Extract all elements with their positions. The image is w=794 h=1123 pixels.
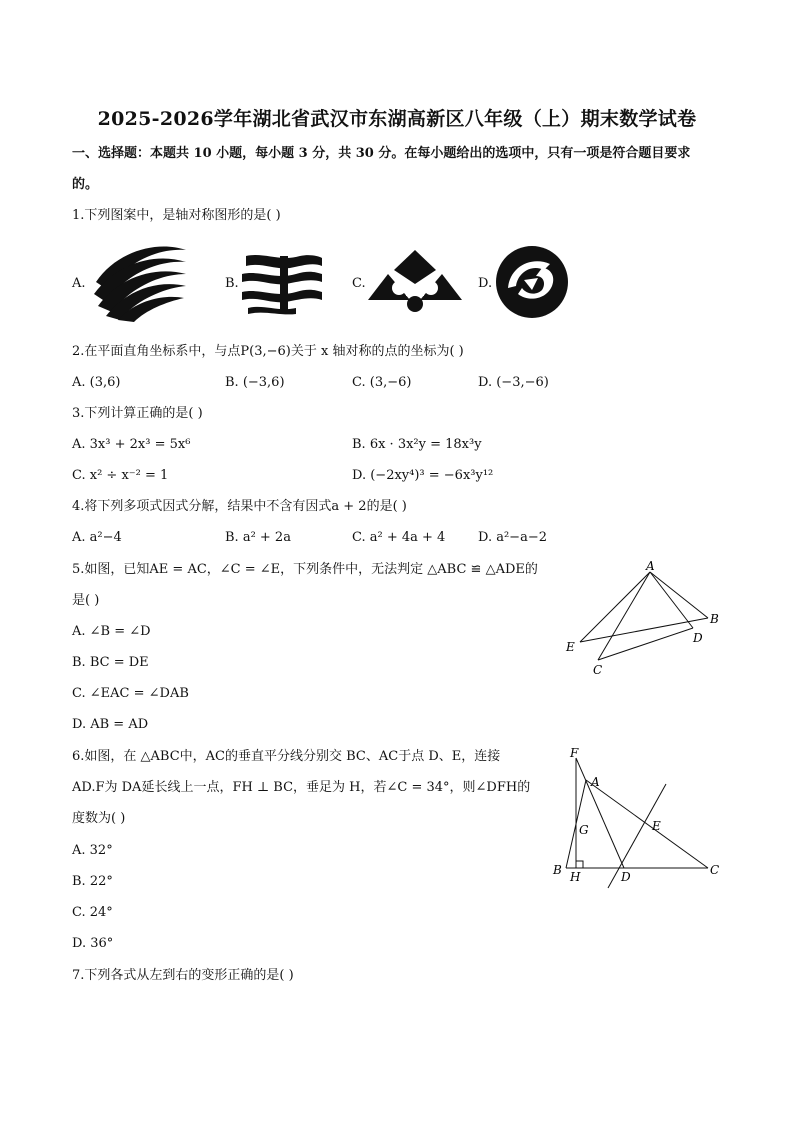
q6-label-c: C <box>710 863 720 877</box>
q2-option-d: D. (−3,−6) <box>478 375 549 390</box>
sweeping-wave-logo-icon <box>86 242 190 322</box>
round-d-logo-icon <box>494 244 570 320</box>
q1-option-a-label: A. <box>72 276 86 291</box>
question-4-stem: 4.将下列多项式因式分解，结果中不含有因式a + 2的是( ) <box>72 499 407 514</box>
question-1-stem: 1.下列图案中，是轴对称图形的是( ) <box>72 208 281 223</box>
q5-option-a: A. ∠B = ∠D <box>72 624 151 639</box>
q2-option-a: A. (3,6) <box>72 375 121 390</box>
q6-label-h: H <box>570 870 581 884</box>
q3-option-d: D. (−2xy⁴)³ = −6x³y¹² <box>352 468 494 483</box>
q5-label-a: A <box>646 560 655 573</box>
q4-option-b: B. a² + 2a <box>225 530 291 545</box>
question-5-stem-line2: 是( ) <box>72 593 100 608</box>
q5-label-b: B <box>710 612 719 626</box>
question-6-stem-line2: AD.F为 DA延长线上一点，FH ⊥ BC，垂足为 H，若∠C = 34°，则∠DFH的 <box>72 780 531 795</box>
q5-option-d: D. AB = AD <box>72 717 149 732</box>
q6-option-b: B. 22° <box>72 874 113 889</box>
q6-label-a: A <box>591 775 600 789</box>
q2-option-c: C. (3,−6) <box>352 375 412 390</box>
q5-label-e: E <box>566 640 575 654</box>
q4-option-c: C. a² + 4a + 4 <box>352 530 446 545</box>
q5-label-d: D <box>693 631 703 645</box>
wavy-stripes-logo-icon <box>240 252 324 316</box>
q3-option-a: A. 3x³ + 2x³ = 5x⁶ <box>72 437 191 452</box>
question-6-stem-line1: 6.如图，在 △ABC中，AC的垂直平分线分别交 BC、AC于点 D、E，连接 <box>72 749 501 764</box>
q6-label-b: B <box>553 863 562 877</box>
q1-option-d-label: D. <box>478 276 493 291</box>
q6-option-c: C. 24° <box>72 905 113 920</box>
q3-option-b: B. 6x · 3x²y = 18x³y <box>352 437 482 452</box>
question-3-stem: 3.下列计算正确的是( ) <box>72 406 203 421</box>
q6-option-a: A. 32° <box>72 843 113 858</box>
q1-option-c-label: C. <box>352 276 366 291</box>
q3-option-c: C. x² ÷ x⁻² = 1 <box>72 468 169 483</box>
q4-option-d: D. a²−a−2 <box>478 530 547 545</box>
diamond-circles-logo-icon <box>366 248 464 314</box>
q5-triangle-figure <box>558 560 728 680</box>
q4-option-a: A. a²−4 <box>72 530 122 545</box>
q6-label-f: F <box>570 746 579 760</box>
q6-option-d: D. 36° <box>72 936 114 951</box>
section-heading-line2: 的。 <box>72 177 99 192</box>
q5-label-c: C <box>593 663 603 677</box>
q1-option-b-label: B. <box>225 276 239 291</box>
q6-label-e: E <box>652 819 661 833</box>
q6-triangle-figure <box>548 744 728 890</box>
question-5-stem-line1: 5.如图，已知AE = AC，∠C = ∠E，下列条件中，无法判定 △ABC ≌ △ADE的 <box>72 562 538 577</box>
q2-option-b: B. (−3,6) <box>225 375 285 390</box>
question-6-stem-line3: 度数为( ) <box>72 811 126 826</box>
section-heading-line1: 一、选择题：本题共 10 小题，每小题 3 分，共 30 分。在每小题给出的选项中，只有一项是符合题目要求 <box>72 146 691 161</box>
question-7-stem: 7.下列各式从左到右的变形正确的是( ) <box>72 968 294 983</box>
exam-title: 2025-2026学年湖北省武汉市东湖高新区八年级（上）期末数学试卷 <box>97 108 697 130</box>
q5-option-b: B. BC = DE <box>72 655 149 670</box>
question-2-stem: 2.在平面直角坐标系中，与点P(3,−6)关于 x 轴对称的点的坐标为( ) <box>72 344 464 359</box>
q6-label-g: G <box>579 823 589 837</box>
q6-label-d: D <box>621 870 631 884</box>
q5-option-c: C. ∠EAC = ∠DAB <box>72 686 189 701</box>
